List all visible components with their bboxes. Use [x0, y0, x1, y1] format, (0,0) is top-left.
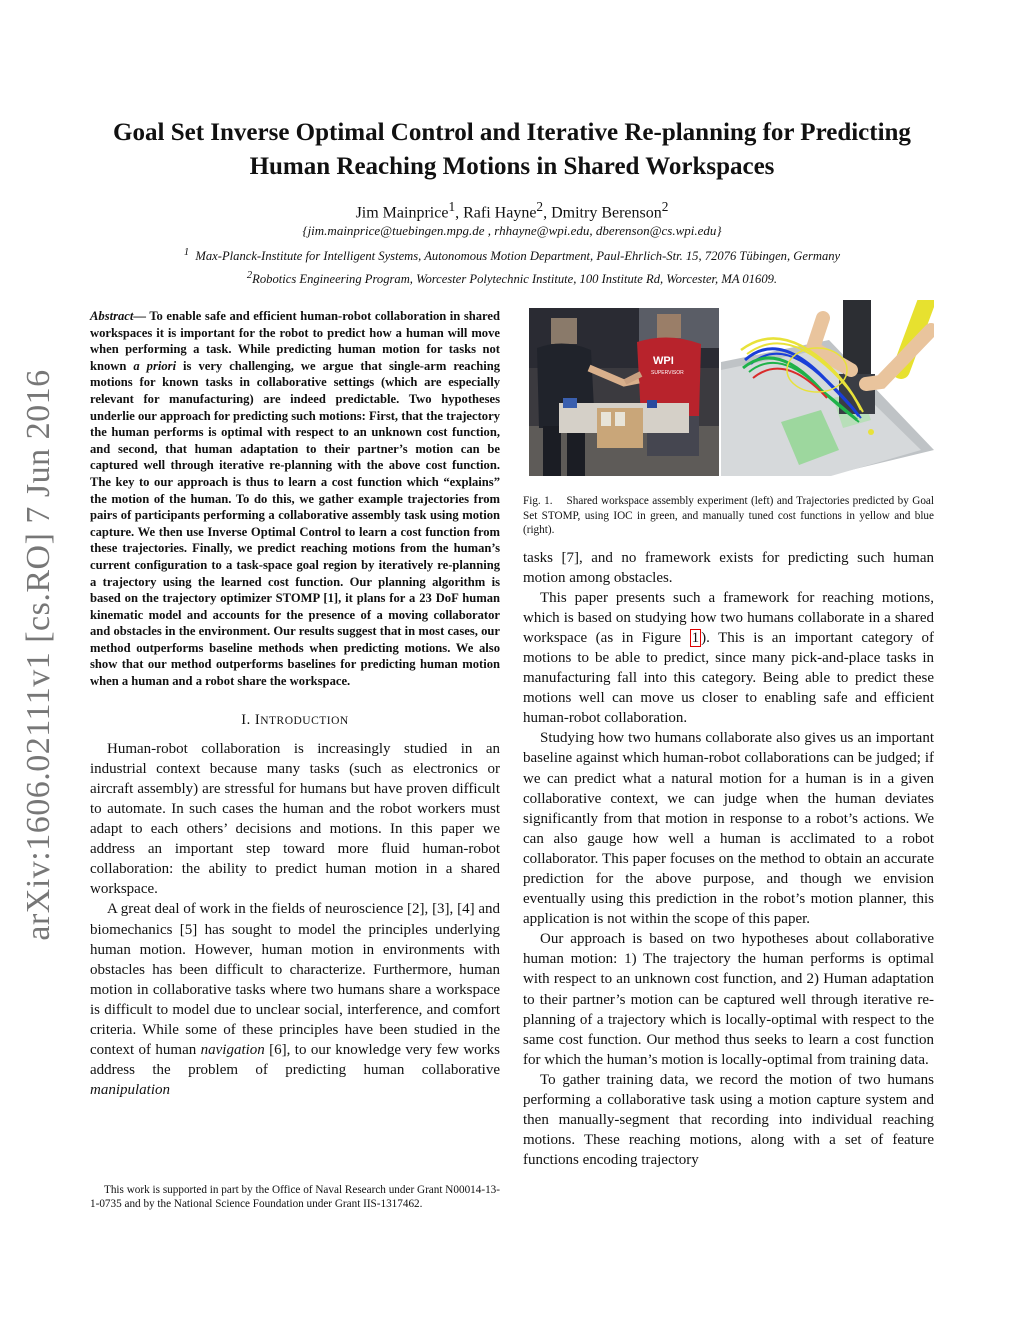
trajectory-render: [721, 300, 934, 476]
right-column: [523, 300, 934, 1170]
intro-paragraph-2: A great deal of work in the fields of neuroscience [2], [3], [4] and biomechanics [5] has sought to model the principles underlying human motion. However, human motion in environments with obstacles has been difficult to characterize. Furthermore, human motion in collaborative tasks where two humans share a workspace is difficult to model due to unclear social, interference, and comfort criteria. While some of these principles have been studied in the context of human navigation [6], to our knowledge very few works address the problem of predicting human collaborative manipulation: [90, 901, 500, 1099]
experiment-photo: [529, 308, 719, 476]
shirt-subtext: SUPERVISOR: [651, 370, 684, 376]
author-emails: {jim.mainprice@tuebingen.mpg.de , rhhayne@wpi.edu, dberenson@cs.wpi.edu}: [302, 223, 722, 238]
shirt-text: WPI: [653, 355, 674, 367]
section-heading-introduction: I. INTRODUCTION: [241, 711, 349, 728]
paper-title: Goal Set Inverse Optimal Control and Iterative Re-planning for Predicting Human Reaching Motions in Shared Workspaces: [113, 119, 911, 180]
abstract-label: Abstract: [90, 309, 134, 323]
author-name: Jim Mainprice: [355, 204, 449, 222]
author-name: Rafi Hayne: [463, 204, 537, 222]
arxiv-stamp: [14, 355, 64, 955]
figure-1-link[interactable]: 1: [691, 629, 700, 646]
affiliation-1: $^1$ Max-Planck-Institute for Intelligent Systems, Autonomous Motion Department, Paul-Ehrlich-Str. 15, 72076 Tübingen, Germany: [183, 247, 841, 264]
right-paragraph-2: Studying how two humans collaborate also gives us an important baseline against which human-robot collaborations can be judged; if we can predict what a natural motion for a human is in a given collaborative context, we can judge when the human deviates significantly from that motion in response to a robot’s actions. We can also gauge how well a human is acclimated to a robot collaborator. This paper focuses on the method to obtain an accurate prediction for the above purpose, and though we envision eventually using this prediction in the robot’s motion planner, this application is not within the scope of this paper.: [523, 730, 934, 928]
author-list: Jim Mainprice$^1$, Rafi Hayne$^2$, Dmitry Berenson$^2$: [355, 199, 669, 222]
figure-1: [523, 300, 934, 478]
intro-paragraph-1: Human-robot collaboration is increasingly studied in an industrial context because many tasks (such as electronics or aircraft assembly) are stressful for humans but have proven difficult to automate. In such cases the human and the robot workers must adapt to each others’ decisions and motions. In this paper we address an important step toward more fluid human-robot collaboration: the ability to predict human motion in a shared workspace.: [90, 740, 500, 898]
figure-label: Fig. 1.: [523, 495, 553, 507]
right-paragraph-4: To gather training data, we record the motion of two humans performing a collaborative task using a motion capture system and then manually-segment that recording into individual reaching motions. These reaching motions, along with a set of feature functions encoding trajectory: [523, 1071, 934, 1169]
funding-footnote: This work is supported in part by the Office of Naval Research under Grant N00014-13-1-0735 and by the National Science Foundation under Grant IIS-1317462.: [90, 1184, 500, 1210]
right-paragraph-0: tasks [7], and no framework exists for predicting such human motion among obstacles.: [523, 549, 934, 586]
affiliation-2: $^2$Robotics Engineering Program, Worcester Polytechnic Institute, 100 Institute Rd, Worcester, MA 01609.: [246, 270, 778, 287]
figure-caption: Fig. 1. Shared workspace assembly experiment (left) and Trajectories predicted by Goal Set STOMP, using IOC in green, and manually tuned cost functions in yellow and blue (right).: [523, 495, 934, 536]
right-paragraph-3: Our approach is based on two hypotheses about collaborative human motion: 1) The trajectory the human performs is optimal with respect to an unknown cost function, and 2) Human adaptation to their partner’s motion can be captured well through iterative re-planning of a trajectory which is locally-optimal with respect to the same cost function. Our method thus seeks to learn a cost function for which the human’s motion is locally-optimal from training data.: [523, 931, 934, 1068]
left-column: [90, 308, 500, 1100]
arxiv-stamp-text: arXiv:1606.02111v1 [cs.RO] 7 Jun 2016: [20, 369, 57, 941]
right-paragraph-1: This paper presents such a framework for reaching motions, which is based on studying how two humans collaborate in a shared workspace (as in Figure 1 ). This is an important category of motions to be able to predict, since many pick-and-place tasks in manufacturing fall into this category. Being able to predict these motions well can move us closer to enabling safe and efficient human-robot collaboration.: [523, 589, 934, 727]
author-name: Dmitry Berenson: [551, 204, 662, 222]
abstract: Abstract— To enable safe and efficient human-robot collaboration in shared workspaces it is important for the robot to predict how a human will move when performing a task. While predicting human motion for tasks not known a priori is very challenging, we argue that single-arm reaching motions for known tasks in collaborative settings (which are especially relevant for manufacturing) are indeed predictable. Two hypotheses underlie our approach for predicting such motions: First, that the trajectory the human performs is optimal with respect to an unknown cost function, and second, that human adaptation to their partner’s motion can be captured well through iterative re-planning with the above cost function. The key to our approach is thus to learn a cost function which “explains” the motion of the human. To do this, we gather example trajectories from pairs of participants performing a collaborative assembly task using motion capture. We then use Inverse Optimal Control to learn a cost function from these trajectories. Finally, we predict reaching motions from the human’s current configuration to a task-space goal region by iteratively re-planning a trajectory using the learned cost function. Our planning algorithm is based on the trajectory optimizer STOMP [1], it plans for a 23 DoF human kinematic model and accounts for the presence of a moving collaborator and obstacles in the environment. Our results suggest that in most cases, our method outperforms baseline methods when predicting motions. We also show that our method outperforms baselines for predicting human motion when a human and a robot share the workspace.: [90, 309, 500, 689]
